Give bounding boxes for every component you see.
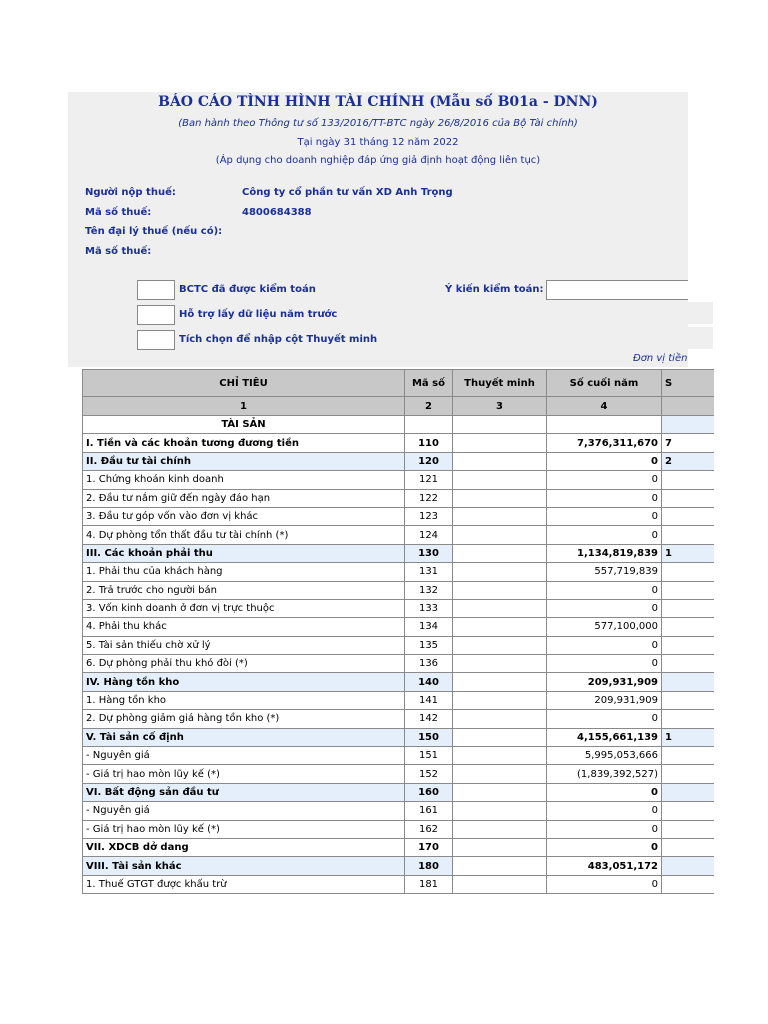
tax-code-value: 4800684388: [242, 207, 312, 218]
note-cell[interactable]: [453, 802, 547, 820]
note-cell[interactable]: [453, 838, 547, 856]
end-year-value-cell[interactable]: 557,719,839: [547, 563, 662, 581]
end-year-value-cell[interactable]: 4,155,661,139: [547, 728, 662, 746]
end-year-value-cell[interactable]: 0: [547, 581, 662, 599]
note-cell[interactable]: [453, 728, 547, 746]
col-header-item: CHỈ TIÊU: [83, 370, 405, 397]
report-subtitle: (Ban hành theo Thông tư số 133/2016/TT-BTC ngày 26/8/2016 của Bộ Tài chính): [178, 118, 578, 129]
end-year-value-cell[interactable]: 209,931,909: [547, 691, 662, 709]
item-name-cell: VI. Bất động sản đầu tư: [83, 783, 405, 801]
table-row: [83, 636, 714, 654]
sheet-edge: [688, 302, 713, 324]
end-year-value-cell[interactable]: 0: [547, 820, 662, 838]
item-name-cell: 3. Vốn kinh doanh ở đơn vị trực thuộc: [83, 599, 405, 617]
begin-year-value-cell: 1: [662, 728, 714, 746]
table-row: [83, 875, 714, 893]
code-cell: 141: [405, 691, 453, 709]
tax-agent-label: Tên đại lý thuế (nếu có):: [85, 226, 223, 237]
prev-year-label: Hỗ trợ lấy dữ liệu năm trước: [179, 309, 338, 320]
item-name-cell: 4. Phải thu khác: [83, 618, 405, 636]
index-cell: 4: [547, 397, 662, 416]
begin-year-value-cell: [662, 489, 714, 507]
col-header-end-year: Số cuối năm: [547, 370, 662, 397]
begin-year-value-cell: [662, 599, 714, 617]
table-row: [83, 489, 714, 507]
audited-label: BCTC đã được kiểm toán: [179, 284, 316, 295]
code-cell: 160: [405, 783, 453, 801]
begin-year-value-cell: [662, 765, 714, 783]
note-cell[interactable]: [453, 563, 547, 581]
table-row: [83, 544, 714, 562]
audited-checkbox[interactable]: [137, 280, 175, 300]
table-row: [83, 581, 714, 599]
sheet-edge: [688, 327, 713, 349]
table-row: [83, 765, 714, 783]
end-year-value-cell[interactable]: 0: [547, 875, 662, 893]
note-cell[interactable]: [453, 526, 547, 544]
end-year-value-cell[interactable]: 7,376,311,670: [547, 434, 662, 452]
code-cell: 180: [405, 857, 453, 875]
code-cell: 152: [405, 765, 453, 783]
note-cell[interactable]: [453, 507, 547, 525]
code-cell: 133: [405, 599, 453, 617]
table-header-row: [83, 370, 714, 397]
code-cell: 131: [405, 563, 453, 581]
agent-tax-code-label: Mã số thuế:: [85, 246, 152, 257]
begin-year-value-cell: 7: [662, 434, 714, 452]
begin-year-value-cell: [662, 655, 714, 673]
table-index-row: [83, 397, 714, 416]
end-year-value-cell[interactable]: 577,100,000: [547, 618, 662, 636]
code-cell: 140: [405, 673, 453, 691]
item-name-cell: 1. Phải thu của khách hàng: [83, 563, 405, 581]
end-year-value-cell[interactable]: 0: [547, 526, 662, 544]
item-name-cell: - Giá trị hao mòn lũy kế (*): [83, 765, 405, 783]
code-cell: 135: [405, 636, 453, 654]
index-cell: [662, 397, 714, 416]
item-name-cell: V. Tài sản cố định: [83, 728, 405, 746]
note-cell[interactable]: [453, 673, 547, 691]
item-name-cell: - Nguyên giá: [83, 802, 405, 820]
note-cell[interactable]: [453, 875, 547, 893]
payer-value: Công ty cổ phần tư vấn XD Anh Trọng: [242, 187, 453, 198]
notes-checkbox[interactable]: [137, 330, 175, 350]
item-name-cell: VIII. Tài sản khác: [83, 857, 405, 875]
code-cell: 162: [405, 820, 453, 838]
end-year-value-cell[interactable]: 0: [547, 471, 662, 489]
item-name-cell: 2. Đầu tư nắm giữ đến ngày đáo hạn: [83, 489, 405, 507]
item-name-cell: 2. Trả trước cho người bán: [83, 581, 405, 599]
col-header-code: Mã số: [405, 370, 453, 397]
col-header-begin-year: S: [662, 370, 714, 397]
col-header-note: Thuyết minh: [453, 370, 547, 397]
table-row: [83, 526, 714, 544]
note-cell[interactable]: [453, 655, 547, 673]
begin-year-value-cell: 1: [662, 544, 714, 562]
table-row: [83, 673, 714, 691]
note-cell[interactable]: [453, 820, 547, 838]
table-row: [83, 434, 714, 452]
table-row: [83, 452, 714, 470]
item-name-cell: II. Đầu tư tài chính: [83, 452, 405, 470]
begin-year-value-cell: [662, 526, 714, 544]
report-title: BÁO CÁO TÌNH HÌNH TÀI CHÍNH (Mẫu số B01a - DNN): [158, 94, 598, 110]
begin-year-value-cell: [662, 875, 714, 893]
code-cell: 130: [405, 544, 453, 562]
end-year-value-cell[interactable]: 0: [547, 710, 662, 728]
code-cell: 122: [405, 489, 453, 507]
report-apply-note: (Áp dụng cho doanh nghiệp đáp ứng giả định hoạt động liên tục): [215, 155, 541, 166]
code-cell: 121: [405, 471, 453, 489]
table-row: [83, 710, 714, 728]
note-cell[interactable]: [453, 599, 547, 617]
code-cell: 124: [405, 526, 453, 544]
end-year-value-cell[interactable]: (1,839,392,527): [547, 765, 662, 783]
prev-year-checkbox[interactable]: [137, 305, 175, 325]
code-cell: 132: [405, 581, 453, 599]
note-cell[interactable]: [453, 489, 547, 507]
begin-year-value-cell: [662, 783, 714, 801]
table-row: [83, 802, 714, 820]
code-cell: 151: [405, 747, 453, 765]
note-cell[interactable]: [453, 636, 547, 654]
begin-year-value-cell: [662, 636, 714, 654]
note-cell[interactable]: [453, 765, 547, 783]
note-cell[interactable]: [453, 691, 547, 709]
code-cell: 120: [405, 452, 453, 470]
code-cell: 150: [405, 728, 453, 746]
end-year-value-cell[interactable]: 1,134,819,839: [547, 544, 662, 562]
begin-year-value-cell: [662, 618, 714, 636]
table-row: [83, 618, 714, 636]
currency-unit-label: Đơn vị tiền: [633, 353, 688, 364]
payer-label: Người nộp thuế:: [85, 187, 176, 198]
audit-opinion-input[interactable]: [546, 280, 688, 300]
end-year-value-cell[interactable]: 0: [547, 599, 662, 617]
note-cell[interactable]: [453, 544, 547, 562]
item-name-cell: 4. Dự phòng tổn thất đầu tư tài chính (*): [83, 526, 405, 544]
begin-year-value-cell: [662, 838, 714, 856]
end-year-value-cell[interactable]: 0: [547, 838, 662, 856]
table-row: [83, 599, 714, 617]
end-year-value-cell[interactable]: 0: [547, 802, 662, 820]
item-name-cell: 1. Hàng tồn kho: [83, 691, 405, 709]
table-row: [83, 838, 714, 856]
begin-year-value-cell: 2: [662, 452, 714, 470]
begin-year-value-cell: [662, 471, 714, 489]
end-year-value-cell[interactable]: 0: [547, 655, 662, 673]
code-cell: 134: [405, 618, 453, 636]
table-row: [83, 857, 714, 875]
index-cell: 1: [83, 397, 405, 416]
section-title: TÀI SẢN: [83, 416, 405, 434]
note-cell[interactable]: [453, 471, 547, 489]
note-cell[interactable]: [453, 581, 547, 599]
code-cell: 181: [405, 875, 453, 893]
end-year-value-cell[interactable]: 483,051,172: [547, 857, 662, 875]
item-name-cell: 2. Dự phòng giảm giá hàng tồn kho (*): [83, 710, 405, 728]
begin-year-value-cell: [662, 563, 714, 581]
end-year-value-cell[interactable]: 209,931,909: [547, 673, 662, 691]
note-cell[interactable]: [453, 452, 547, 470]
notes-label: Tích chọn để nhập cột Thuyết minh: [179, 334, 378, 345]
table-row: [83, 820, 714, 838]
code-cell: 136: [405, 655, 453, 673]
end-year-value-cell[interactable]: 0: [547, 636, 662, 654]
code-cell: 161: [405, 802, 453, 820]
note-cell[interactable]: [453, 434, 547, 452]
item-name-cell: - Giá trị hao mòn lũy kế (*): [83, 820, 405, 838]
begin-year-value-cell: [662, 710, 714, 728]
begin-year-value-cell: [662, 673, 714, 691]
item-name-cell: 5. Tài sản thiếu chờ xử lý: [83, 636, 405, 654]
begin-year-value-cell: [662, 820, 714, 838]
item-name-cell: I. Tiền và các khoản tương đương tiền: [83, 434, 405, 452]
note-cell[interactable]: [453, 618, 547, 636]
begin-year-value-cell: [662, 802, 714, 820]
table-row: [83, 507, 714, 525]
audit-opinion-label: Ý kiến kiểm toán:: [445, 284, 544, 295]
item-name-cell: IV. Hàng tồn kho: [83, 673, 405, 691]
section-row: [83, 416, 714, 434]
begin-year-value-cell: [662, 857, 714, 875]
begin-year-value-cell: [662, 581, 714, 599]
end-year-value-cell[interactable]: 0: [547, 783, 662, 801]
item-name-cell: VII. XDCB dở dang: [83, 838, 405, 856]
balance-sheet-table: [82, 369, 714, 894]
item-name-cell: 1. Thuế GTGT được khấu trừ: [83, 875, 405, 893]
table-row: [83, 747, 714, 765]
end-year-value-cell[interactable]: 0: [547, 507, 662, 525]
end-year-value-cell[interactable]: 5,995,053,666: [547, 747, 662, 765]
item-name-cell: 1. Chứng khoán kinh doanh: [83, 471, 405, 489]
end-year-value-cell[interactable]: 0: [547, 452, 662, 470]
item-name-cell: III. Các khoản phải thu: [83, 544, 405, 562]
end-year-value-cell[interactable]: 0: [547, 489, 662, 507]
note-cell[interactable]: [453, 783, 547, 801]
item-name-cell: 3. Đầu tư góp vốn vào đơn vị khác: [83, 507, 405, 525]
item-name-cell: 6. Dự phòng phải thu khó đòi (*): [83, 655, 405, 673]
index-cell: 3: [453, 397, 547, 416]
begin-year-value-cell: [662, 691, 714, 709]
index-cell: 2: [405, 397, 453, 416]
code-cell: 170: [405, 838, 453, 856]
table-row: [83, 655, 714, 673]
begin-year-value-cell: [662, 747, 714, 765]
table-row: [83, 783, 714, 801]
code-cell: 142: [405, 710, 453, 728]
begin-year-value-cell: [662, 507, 714, 525]
note-cell[interactable]: [453, 857, 547, 875]
note-cell[interactable]: [453, 710, 547, 728]
code-cell: 110: [405, 434, 453, 452]
table-row: [83, 691, 714, 709]
note-cell[interactable]: [453, 747, 547, 765]
tax-code-label: Mã số thuế:: [85, 207, 152, 218]
report-date: Tại ngày 31 tháng 12 năm 2022: [297, 137, 459, 148]
table-row: [83, 728, 714, 746]
item-name-cell: - Nguyên giá: [83, 747, 405, 765]
code-cell: 123: [405, 507, 453, 525]
table-row: [83, 563, 714, 581]
table-row: [83, 471, 714, 489]
